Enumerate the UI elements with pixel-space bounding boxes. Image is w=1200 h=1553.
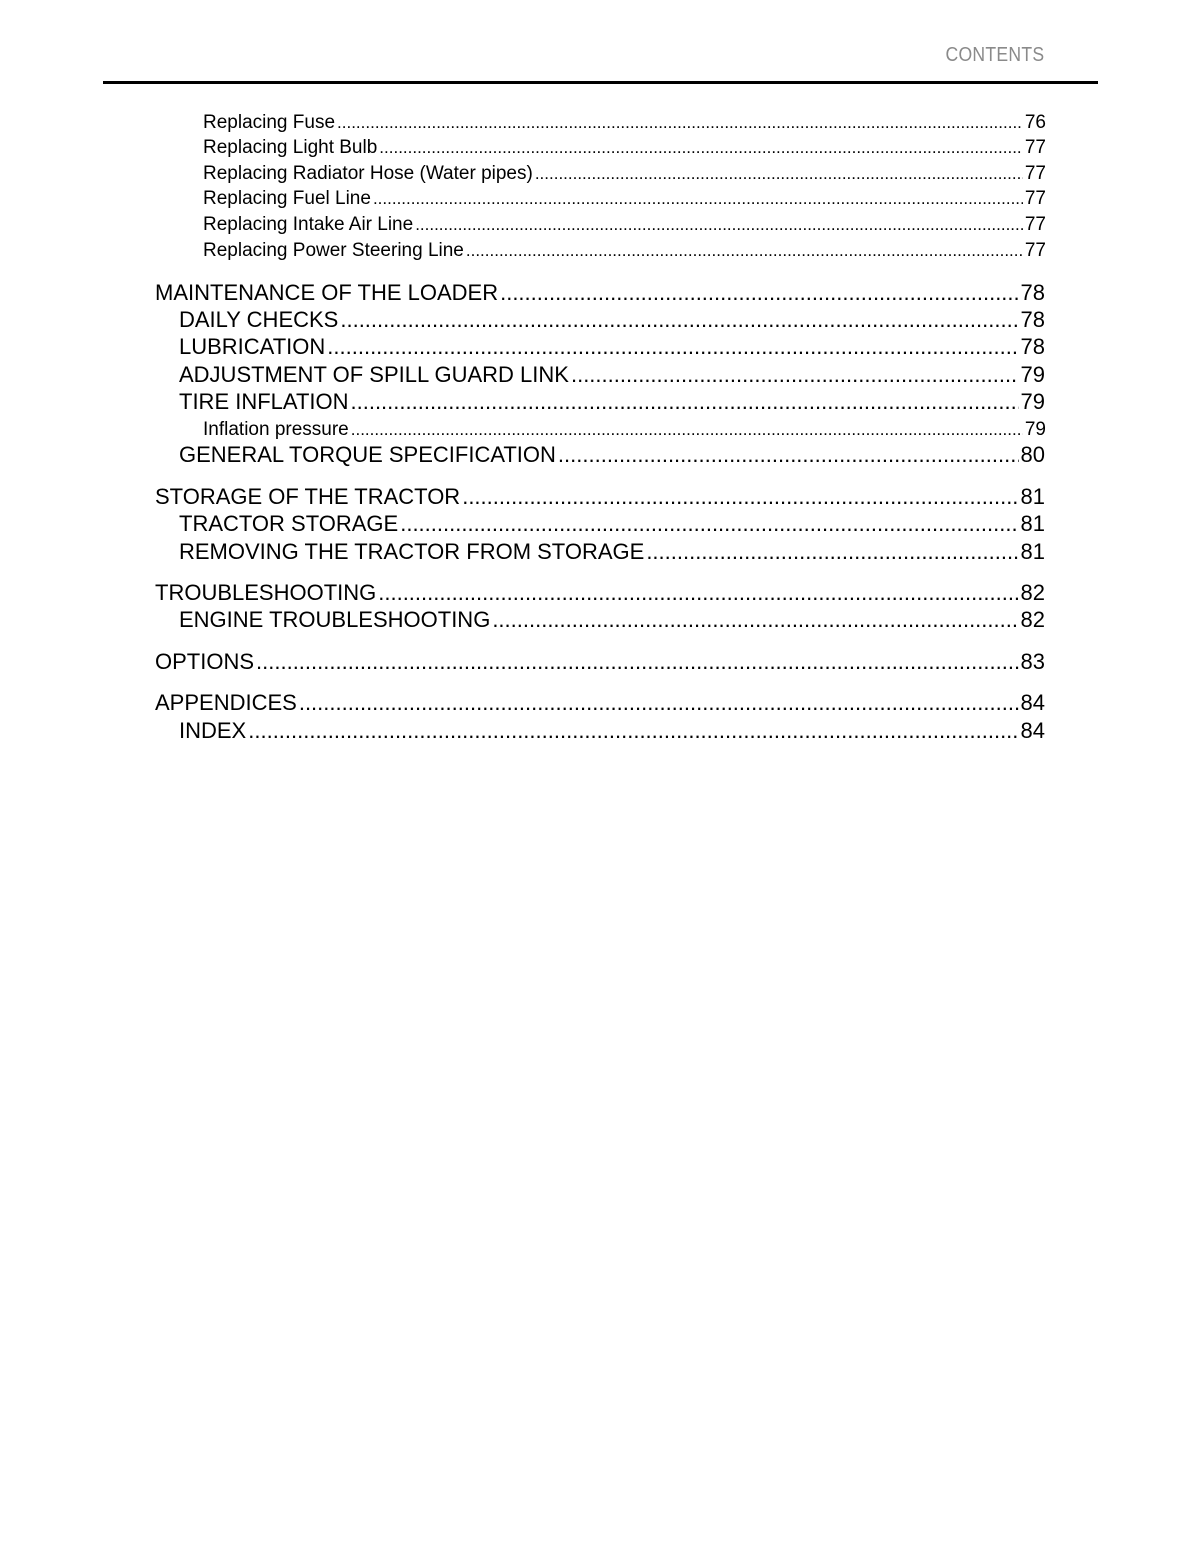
toc-dot-leader: [248, 718, 1018, 744]
toc-entry[interactable]: [179, 389, 1045, 415]
toc-entry-page: 82: [1020, 580, 1045, 605]
toc-entry-title: INDEX: [179, 718, 247, 743]
toc-entry-title: Replacing Intake Air Line: [203, 214, 414, 235]
toc-dot-leader: [378, 580, 1018, 606]
running-head: CONTENTS: [945, 44, 1044, 66]
toc-entry-page: 77: [1024, 240, 1046, 261]
toc-entry-page: 84: [1020, 690, 1045, 715]
toc-entry[interactable]: [203, 240, 1046, 262]
toc-entry[interactable]: [155, 280, 1045, 306]
toc-entry-page: 77: [1024, 137, 1046, 158]
toc-entry[interactable]: [155, 649, 1045, 675]
toc-entry-page: 83: [1020, 649, 1045, 674]
toc-dot-leader: [558, 442, 1019, 468]
toc-dot-leader: [462, 484, 1018, 510]
toc-entry[interactable]: [203, 188, 1046, 210]
toc-dot-leader: [351, 419, 1023, 441]
toc-dot-leader: [379, 137, 1023, 159]
toc-entry-title: LUBRICATION: [179, 334, 326, 359]
toc-dot-leader: [571, 362, 1019, 388]
toc-entry-page: 79: [1020, 362, 1045, 387]
toc-entry[interactable]: [179, 539, 1045, 565]
toc-entry-title: ADJUSTMENT OF SPILL GUARD LINK: [179, 362, 569, 387]
toc-entry[interactable]: [179, 307, 1045, 333]
toc-entry-title: TRACTOR STORAGE: [179, 511, 399, 536]
toc-entry-page: 81: [1020, 484, 1045, 509]
toc-entry[interactable]: [155, 580, 1045, 606]
toc-entry-title: GENERAL TORQUE SPECIFICATION: [179, 442, 556, 467]
toc-dot-leader: [337, 112, 1023, 134]
toc-entry-page: 77: [1024, 214, 1046, 235]
toc-entry[interactable]: [179, 718, 1045, 744]
toc-entry-page: 77: [1024, 163, 1046, 184]
toc-dot-leader: [415, 214, 1023, 236]
toc-entry[interactable]: [203, 419, 1046, 441]
toc-entry-title: REMOVING THE TRACTOR FROM STORAGE: [179, 539, 645, 564]
toc-entry[interactable]: [155, 484, 1045, 510]
toc-entry[interactable]: [179, 442, 1045, 468]
toc-entry[interactable]: [179, 511, 1045, 537]
toc-dot-leader: [327, 334, 1018, 360]
toc-entry[interactable]: [179, 607, 1045, 633]
toc-entry-title: Replacing Power Steering Line: [203, 240, 464, 261]
toc-entry-page: 81: [1020, 511, 1045, 536]
toc-dot-leader: [492, 607, 1018, 633]
toc-dot-leader: [400, 511, 1018, 537]
toc-entry-title: TIRE INFLATION: [179, 389, 349, 414]
toc-entry-title: Replacing Fuse: [203, 112, 336, 133]
toc-entry-title: TROUBLESHOOTING: [155, 580, 377, 605]
toc-dot-leader: [351, 389, 1019, 415]
toc-dot-leader: [373, 188, 1023, 210]
toc-dot-leader: [340, 307, 1018, 333]
toc-entry-page: 76: [1024, 112, 1046, 133]
toc-entry-title: DAILY CHECKS: [179, 307, 339, 332]
toc-entry-title: Replacing Radiator Hose (Water pipes): [203, 163, 533, 184]
toc-entry-page: 82: [1020, 607, 1045, 632]
toc-entry[interactable]: [179, 334, 1045, 360]
toc-dot-leader: [256, 649, 1019, 675]
toc-dot-leader: [500, 280, 1018, 306]
toc-entry[interactable]: [155, 690, 1045, 716]
toc-entry-page: 79: [1024, 419, 1046, 440]
toc-entry-page: 77: [1024, 188, 1046, 209]
toc-entry-title: APPENDICES: [155, 690, 297, 715]
toc-entry-page: 78: [1020, 334, 1045, 359]
toc-entry[interactable]: [203, 137, 1046, 159]
toc-entry-page: 84: [1020, 718, 1045, 743]
toc-entry-title: Replacing Fuel Line: [203, 188, 371, 209]
toc-entry-page: 78: [1020, 307, 1045, 332]
toc-entry-title: MAINTENANCE OF THE LOADER: [155, 280, 499, 305]
toc-entry-title: ENGINE TROUBLESHOOTING: [179, 607, 491, 632]
toc-entry-title: OPTIONS: [155, 649, 255, 674]
toc-entry-title: STORAGE OF THE TRACTOR: [155, 484, 461, 509]
toc-entry[interactable]: [203, 163, 1046, 185]
toc-entry-page: 78: [1020, 280, 1045, 305]
toc-entry-page: 80: [1020, 442, 1045, 467]
toc-entry[interactable]: [203, 214, 1046, 236]
toc-entry[interactable]: [203, 112, 1046, 134]
toc-entry-title: Inflation pressure: [203, 419, 349, 440]
toc-dot-leader: [299, 690, 1019, 716]
header-rule: [103, 81, 1098, 84]
toc-entry-page: 79: [1020, 389, 1045, 414]
toc-dot-leader: [646, 539, 1018, 565]
toc-dot-leader: [535, 163, 1023, 185]
toc-entry[interactable]: [179, 362, 1045, 388]
toc-dot-leader: [466, 240, 1023, 262]
toc-entry-title: Replacing Light Bulb: [203, 137, 378, 158]
toc-entry-page: 81: [1020, 539, 1045, 564]
